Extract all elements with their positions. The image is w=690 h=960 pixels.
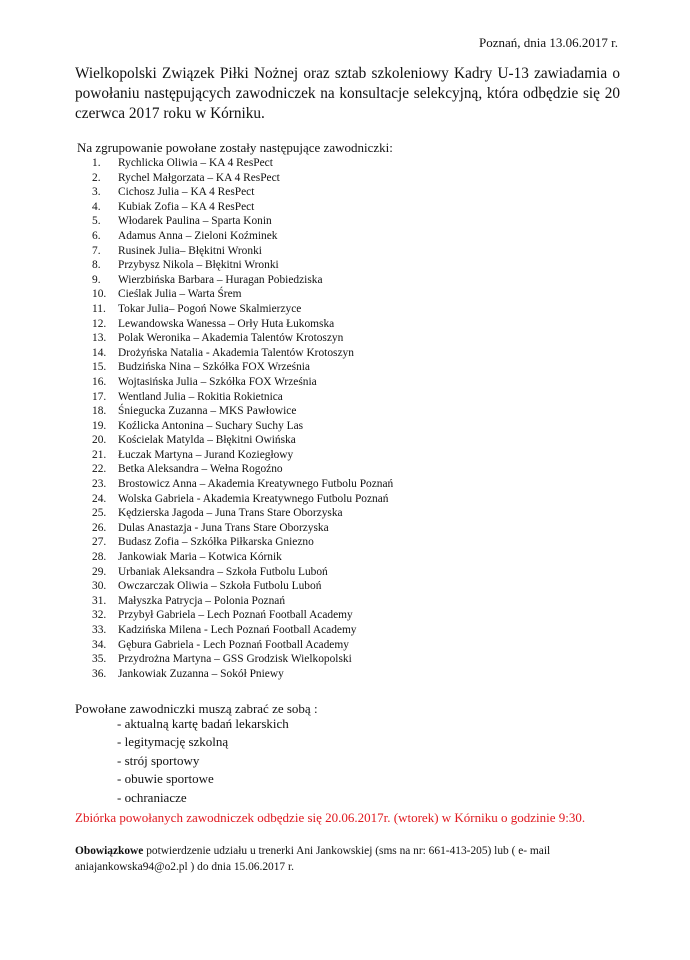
player-item bbox=[92, 375, 393, 390]
player-number: 5. bbox=[92, 215, 101, 228]
player-number: 21. bbox=[92, 448, 107, 461]
player-item bbox=[92, 565, 393, 580]
player-number: 24. bbox=[92, 492, 107, 505]
player-item bbox=[92, 492, 393, 507]
player-item bbox=[92, 390, 393, 405]
player-text: Przybysz Nikola – Błękitni Wronki bbox=[118, 259, 279, 272]
player-text: Dulas Anastazja - Juna Trans Stare Oborzyska bbox=[118, 521, 329, 534]
player-text: Kubiak Zofia – KA 4 ResPect bbox=[118, 200, 255, 213]
player-number: 23. bbox=[92, 478, 107, 491]
player-item bbox=[92, 404, 393, 419]
player-item bbox=[92, 652, 393, 667]
player-number: 35. bbox=[92, 653, 107, 666]
player-text: Łuczak Martyna – Jurand Koziegłowy bbox=[118, 448, 294, 461]
player-item bbox=[92, 579, 393, 594]
confirmation-paragraph bbox=[75, 843, 620, 875]
player-text: Wentland Julia – Rokitia Rokietnica bbox=[118, 390, 283, 403]
player-text: Wojtasińska Julia – Szkółka FOX Września bbox=[118, 375, 317, 388]
player-number: 6. bbox=[92, 229, 101, 242]
player-text: Betka Aleksandra – Wełna Rogoźno bbox=[118, 463, 283, 476]
player-text: Brostowicz Anna – Akademia Kreatywnego Futbolu Poznań bbox=[118, 478, 394, 491]
player-number: 2. bbox=[92, 171, 101, 184]
player-text: Jankowiak Maria – Kotwica Kórnik bbox=[118, 551, 282, 564]
player-text: Wierzbińska Barbara – Huragan Pobiedziska bbox=[118, 273, 323, 286]
player-text: Kadzińska Milena - Lech Poznań Football Academy bbox=[118, 624, 357, 636]
player-number: 10. bbox=[92, 288, 107, 301]
player-number: 16. bbox=[92, 375, 107, 388]
player-text: Rusinek Julia– Błękitni Wronki bbox=[118, 244, 262, 257]
player-number: 9. bbox=[92, 273, 101, 286]
player-number: 12. bbox=[92, 317, 107, 330]
player-text: Owczarczak Oliwia – Szkoła Futbolu Luboń bbox=[118, 580, 322, 593]
player-text: Urbaniak Aleksandra – Szkoła Futbolu Luboń bbox=[118, 565, 328, 578]
player-item bbox=[92, 535, 393, 550]
player-text: Tokar Julia– Pogoń Nowe Skalmierzyce bbox=[118, 302, 302, 315]
player-number: 1. bbox=[92, 157, 101, 169]
player-text: Adamus Anna – Zieloni Koźminek bbox=[118, 229, 278, 242]
equipment-item: - obuwie sportowe bbox=[117, 771, 214, 787]
player-number: 26. bbox=[92, 521, 107, 534]
player-number: 31. bbox=[92, 594, 107, 607]
player-item bbox=[92, 200, 393, 215]
player-item bbox=[92, 302, 393, 317]
player-text: Włodarek Paulina – Sparta Konin bbox=[118, 215, 272, 228]
player-text: Rychlicka Oliwia – KA 4 ResPect bbox=[118, 157, 273, 169]
player-item bbox=[92, 638, 393, 653]
player-text: Przybył Gabriela – Lech Poznań Football Academy bbox=[118, 609, 353, 622]
player-item bbox=[92, 448, 393, 463]
player-text: Wolska Gabriela - Akademia Kreatywnego Futbolu Poznań bbox=[118, 492, 389, 505]
player-item bbox=[92, 214, 393, 229]
player-number: 25. bbox=[92, 507, 107, 520]
player-text: Cieślak Julia – Warta Śrem bbox=[118, 288, 242, 301]
player-text: Kościelak Matylda – Błękitni Owińska bbox=[118, 434, 296, 447]
player-item bbox=[92, 462, 393, 477]
player-item bbox=[92, 419, 393, 434]
player-number: 20. bbox=[92, 434, 107, 447]
player-number: 29. bbox=[92, 565, 107, 578]
player-text: Kędzierska Jagoda – Juna Trans Stare Oborzyska bbox=[118, 507, 343, 520]
player-item bbox=[92, 185, 393, 200]
player-item bbox=[92, 667, 393, 682]
player-item bbox=[92, 360, 393, 375]
player-number: 32. bbox=[92, 609, 107, 622]
player-item bbox=[92, 258, 393, 273]
intro-paragraph: Wielkopolski Związek Piłki Nożnej oraz sztab szkoleniowy Kadry U-13 zawiadamia o powołaniu następujących zawodniczek na konsultacje selekcyjną, która odbędzie się 20 czerwca 2017 roku w Kórniku. bbox=[75, 65, 620, 122]
player-text: Drożyńska Natalia - Akademia Talentów Krotoszyn bbox=[118, 346, 354, 359]
player-number: 28. bbox=[92, 551, 107, 564]
confirmation-text: potwierdzenie udziału u trenerki Ani Jankowskiej (sms na nr: 661-413-205) lub ( e- mail aniajankowska94@o2.pl ) do dnia 15.06.2017 r. bbox=[75, 845, 551, 873]
player-text: Budasz Zofia – Szkółka Piłkarska Gniezno bbox=[118, 536, 314, 549]
equipment-item: - legitymację szkolną bbox=[117, 734, 229, 750]
player-item bbox=[92, 287, 393, 302]
player-number: 18. bbox=[92, 405, 107, 418]
player-number: 30. bbox=[92, 580, 107, 593]
player-item bbox=[92, 623, 393, 638]
player-item bbox=[92, 346, 393, 361]
player-item bbox=[92, 506, 393, 521]
equipment-item: - aktualną kartę badań lekarskich bbox=[117, 716, 289, 731]
player-number: 7. bbox=[92, 244, 101, 257]
player-text: Śniegucka Zuzanna – MKS Pawłowice bbox=[118, 405, 297, 418]
player-item bbox=[92, 229, 393, 244]
player-text: Przydrożna Martyna – GSS Grodzisk Wielkopolski bbox=[118, 653, 352, 666]
player-item bbox=[92, 608, 393, 623]
player-number: 34. bbox=[92, 638, 107, 651]
equipment-item: - ochraniacze bbox=[117, 789, 187, 805]
player-number: 3. bbox=[92, 186, 101, 199]
player-text: Rychel Małgorzata – KA 4 ResPect bbox=[118, 171, 280, 184]
player-item bbox=[92, 521, 393, 536]
equipment-list bbox=[117, 715, 289, 807]
player-text: Polak Weronika – Akademia Talentów Krotoszyn bbox=[118, 332, 344, 345]
player-number: 14. bbox=[92, 346, 107, 359]
player-item bbox=[92, 594, 393, 609]
player-number: 11. bbox=[92, 302, 106, 315]
player-item bbox=[92, 273, 393, 288]
player-number: 19. bbox=[92, 419, 107, 432]
players-list-heading: Na zgrupowanie powołane zostały następujące zawodniczki: bbox=[77, 140, 393, 155]
player-text: Cichosz Julia – KA 4 ResPect bbox=[118, 186, 255, 199]
player-text: Lewandowska Wanessa – Orły Huta Łukomska bbox=[118, 317, 335, 330]
equipment-item: - strój sportowy bbox=[117, 752, 200, 768]
player-text: Gębura Gabriela - Lech Poznań Football Academy bbox=[118, 638, 349, 651]
meeting-notice: Zbiórka powołanych zawodniczek odbędzie się 20.06.2017r. (wtorek) w Kórniku o godzinie 9:30. bbox=[75, 810, 586, 825]
player-number: 13. bbox=[92, 332, 107, 345]
player-number: 4. bbox=[92, 200, 101, 213]
player-text: Jankowiak Zuzanna – Sokół Pniewy bbox=[118, 667, 284, 680]
player-number: 15. bbox=[92, 361, 107, 374]
players-list bbox=[92, 156, 393, 681]
player-item bbox=[92, 244, 393, 259]
player-item bbox=[92, 433, 393, 448]
player-text: Budzińska Nina – Szkółka FOX Września bbox=[118, 361, 310, 374]
player-number: 33. bbox=[92, 624, 107, 636]
document-date: Poznań, dnia 13.06.2017 r. bbox=[478, 35, 618, 50]
player-number: 36. bbox=[92, 667, 107, 680]
player-item bbox=[92, 171, 393, 186]
player-text: Małyszka Patrycja – Polonia Poznań bbox=[118, 594, 286, 607]
player-number: 17. bbox=[92, 390, 107, 403]
player-number: 22. bbox=[92, 463, 107, 476]
confirmation-bold-label: Obowiązkowe bbox=[75, 845, 144, 857]
player-item bbox=[92, 317, 393, 332]
player-text: Koźlicka Antonina – Suchary Suchy Las bbox=[118, 419, 304, 432]
player-number: 8. bbox=[92, 259, 101, 272]
equipment-heading: Powołane zawodniczki muszą zabrać ze sobą : bbox=[75, 701, 318, 716]
player-item bbox=[92, 331, 393, 346]
player-number: 27. bbox=[92, 536, 107, 549]
player-item bbox=[92, 477, 393, 492]
player-item bbox=[92, 550, 393, 565]
player-item bbox=[92, 156, 393, 171]
